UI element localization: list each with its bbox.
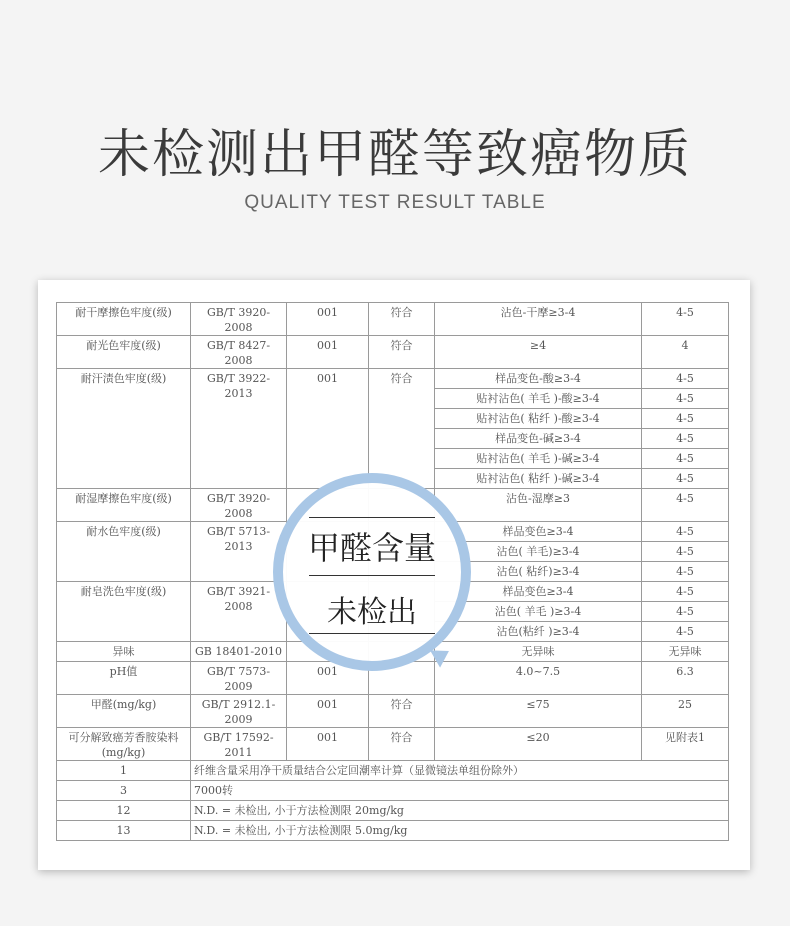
requirement-cell: 沾色(粘纤 )≥3-4 xyxy=(435,622,642,642)
standard-cell: GB/T 17592-2011 xyxy=(191,728,287,761)
requirement-cell: 沾色-湿摩≥3 xyxy=(435,489,642,522)
note-number: 1 xyxy=(57,761,191,781)
result-cell: 4-5 xyxy=(642,469,729,489)
requirement-cell: 沾色( 羊毛)≥3-4 xyxy=(435,542,642,562)
requirement-cell: 贴衬沾色( 粘纤 )-酸≥3-4 xyxy=(435,409,642,429)
judge-cell: 符合 xyxy=(369,728,435,761)
judge-cell: 符合 xyxy=(369,695,435,728)
code-cell: 001 xyxy=(287,303,369,336)
result-cell: 4-5 xyxy=(642,622,729,642)
result-cell: 4-5 xyxy=(642,489,729,522)
requirement-cell: 4.0~7.5 xyxy=(435,662,642,695)
requirement-cell: 贴衬沾色( 羊毛 )-碱≥3-4 xyxy=(435,449,642,469)
requirement-cell: 无异味 xyxy=(435,642,642,662)
item-cell: 耐汗渍色牢度(级) xyxy=(57,369,191,489)
code-cell: 001 xyxy=(287,728,369,761)
page-subtitle: QUALITY TEST RESULT TABLE xyxy=(244,192,546,213)
code-cell: 001 xyxy=(287,695,369,728)
page-title: 未检测出甲醛等致癌物质 xyxy=(97,125,692,185)
result-cell: 4-5 xyxy=(642,369,729,389)
result-cell: 25 xyxy=(642,695,729,728)
judge-cell: 符合 xyxy=(369,303,435,336)
result-cell: 见附表1 xyxy=(642,728,729,761)
result-cell: 4-5 xyxy=(642,449,729,469)
code-cell: 001 xyxy=(287,369,369,489)
result-cell: 4-5 xyxy=(642,389,729,409)
note-row xyxy=(57,801,729,821)
requirement-cell: ≤20 xyxy=(435,728,642,761)
stamp-divider xyxy=(309,633,435,634)
note-text: N.D. = 未检出, 小于方法检测限 5.0mg/kg xyxy=(191,821,729,841)
requirement-cell: 贴衬沾色( 羊毛 )-酸≥3-4 xyxy=(435,389,642,409)
item-cell: 异味 xyxy=(57,642,191,662)
note-text: 纤维含量采用净干质量结合公定回潮率计算（显微镜法单组份除外） xyxy=(191,761,729,781)
standard-cell: GB/T 3921-2008 xyxy=(191,582,287,642)
note-row xyxy=(57,781,729,801)
table-row xyxy=(57,695,729,728)
standard-cell: GB/T 8427-2008 xyxy=(191,336,287,369)
stamp-value: 未检出 xyxy=(327,595,417,630)
result-cell: 4-5 xyxy=(642,303,729,336)
result-cell: 6.3 xyxy=(642,662,729,695)
result-cell: 4-5 xyxy=(642,582,729,602)
standard-cell: GB/T 3920-2008 xyxy=(191,489,287,522)
requirement-cell: 沾色( 羊毛 )≥3-4 xyxy=(435,602,642,622)
standard-cell: GB/T 5713-2013 xyxy=(191,522,287,582)
table-row xyxy=(57,303,729,336)
formaldehyde-stamp xyxy=(273,473,471,671)
result-cell: 无异味 xyxy=(642,642,729,662)
note-text: N.D. = 未检出, 小于方法检测限 20mg/kg xyxy=(191,801,729,821)
stamp-divider xyxy=(309,575,435,576)
requirement-cell: 样品变色-碱≥3-4 xyxy=(435,429,642,449)
requirement-cell: 样品变色≥3-4 xyxy=(435,522,642,542)
item-cell: pH值 xyxy=(57,662,191,695)
item-cell: 耐干摩擦色牢度(级) xyxy=(57,303,191,336)
note-number: 12 xyxy=(57,801,191,821)
stamp-label: 甲醛含量 xyxy=(307,529,436,567)
requirement-cell: 样品变色-酸≥3-4 xyxy=(435,369,642,389)
table-row xyxy=(57,728,729,761)
standard-cell: GB 18401-2010 xyxy=(191,642,287,662)
note-row xyxy=(57,761,729,781)
result-cell: 4-5 xyxy=(642,409,729,429)
standard-cell: GB/T 3922-2013 xyxy=(191,369,287,489)
item-cell: 耐水色牢度(级) xyxy=(57,522,191,582)
table-row xyxy=(57,336,729,369)
requirement-cell: 沾色( 粘纤)≥3-4 xyxy=(435,562,642,582)
result-cell: 4-5 xyxy=(642,542,729,562)
code-cell: 001 xyxy=(287,336,369,369)
requirement-cell: 贴衬沾色( 粘纤 )-碱≥3-4 xyxy=(435,469,642,489)
standard-cell: GB/T 3920-2008 xyxy=(191,303,287,336)
stamp-divider xyxy=(309,517,435,518)
item-cell: 甲醛(mg/kg) xyxy=(57,695,191,728)
result-cell: 4-5 xyxy=(642,522,729,542)
result-cell: 4-5 xyxy=(642,562,729,582)
item-cell: 耐皂洗色牢度(级) xyxy=(57,582,191,642)
item-cell: 耐光色牢度(级) xyxy=(57,336,191,369)
standard-cell: GB/T 7573-2009 xyxy=(191,662,287,695)
result-cell: 4-5 xyxy=(642,602,729,622)
requirement-cell: 样品变色≥3-4 xyxy=(435,582,642,602)
requirement-cell: ≤75 xyxy=(435,695,642,728)
note-number: 13 xyxy=(57,821,191,841)
note-number: 3 xyxy=(57,781,191,801)
note-text: 7000转 xyxy=(191,781,729,801)
requirement-cell: 沾色-干摩≥3-4 xyxy=(435,303,642,336)
note-row xyxy=(57,821,729,841)
report-card xyxy=(38,280,750,870)
standard-cell: GB/T 2912.1-2009 xyxy=(191,695,287,728)
item-cell: 耐湿摩擦色牢度(级) xyxy=(57,489,191,522)
result-cell: 4 xyxy=(642,336,729,369)
requirement-cell: ≥4 xyxy=(435,336,642,369)
judge-cell: 符合 xyxy=(369,369,435,489)
code-cell: 001 xyxy=(287,662,369,695)
item-cell: 可分解致癌芳香胺染料(mg/kg) xyxy=(57,728,191,761)
judge-cell: 符合 xyxy=(369,336,435,369)
table-row xyxy=(57,369,729,389)
result-cell: 4-5 xyxy=(642,429,729,449)
